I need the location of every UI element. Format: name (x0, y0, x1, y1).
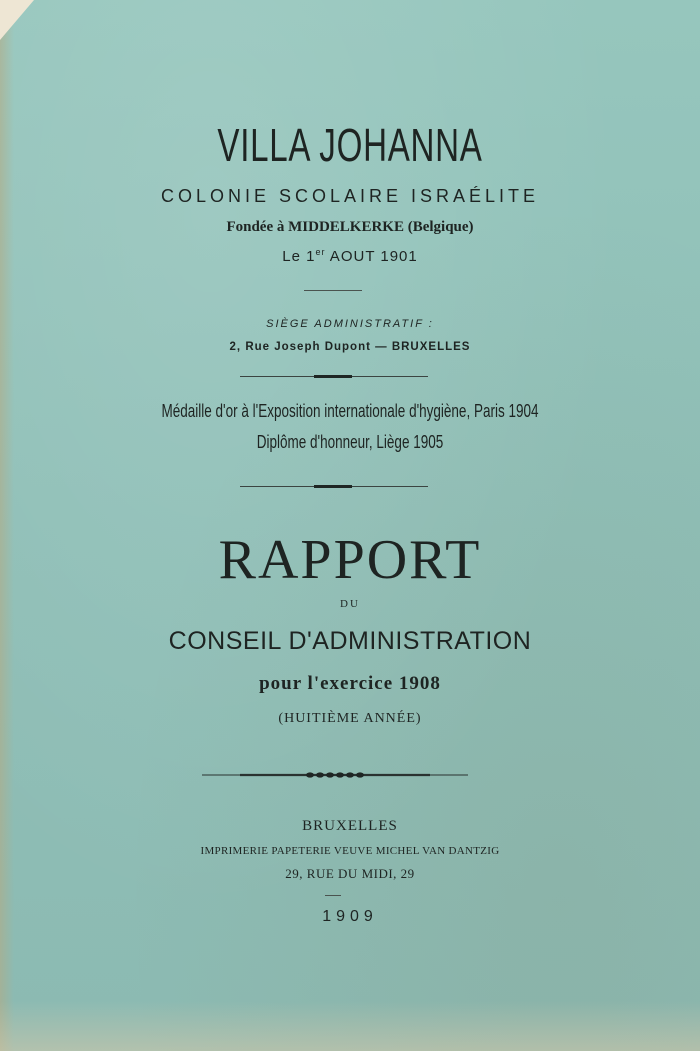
cover-subtitle: COLONIE SCOLAIRE ISRAÉLITE (160, 186, 540, 206)
date-superscript: er (315, 247, 326, 257)
ornamental-divider (200, 768, 470, 782)
seat-label: SIÈGE ADMINISTRATIF : (266, 318, 434, 330)
printer-name: IMPRIMERIE PAPETERIE VEUVE MICHEL VAN DANTZIG (200, 845, 500, 857)
divider-center-mark-2 (314, 485, 352, 488)
seat-address: 2, Rue Joseph Dupont — BRUXELLES (229, 341, 471, 353)
report-du: DU (340, 598, 360, 610)
publication-city: BRUXELLES (302, 818, 398, 834)
divider-short-1 (304, 290, 362, 291)
divider-short-2 (325, 895, 341, 896)
report-title: RAPPORT (218, 529, 482, 591)
printer-address: 29, RUE DU MIDI, 29 (285, 866, 415, 881)
founded-line: Fondée à MIDDELKERKE (Belgique) (226, 219, 474, 235)
paper-edge-left (0, 0, 14, 1051)
report-council: CONSEIL D'ADMINISTRATION (168, 627, 532, 655)
divider-center-mark-1 (314, 375, 352, 378)
date-suffix: AOUT 1901 (325, 248, 418, 265)
report-year-ordinal: (HUITIÈME ANNÉE) (278, 711, 422, 726)
date-prefix: Le 1 (282, 248, 316, 265)
award-gold-medal: Médaille d'or à l'Exposition internationale d'hygiène, Paris 1904 (161, 401, 539, 421)
report-exercise: pour l'exercice 1908 (259, 673, 441, 694)
paper-edge-bottom (0, 1001, 700, 1051)
publication-year: 1909 (322, 908, 378, 925)
torn-corner (0, 0, 34, 40)
cover-title: VILLA JOHANNA (217, 119, 483, 171)
award-diploma: Diplôme d'honneur, Liège 1905 (256, 432, 444, 452)
founding-date (0, 247, 700, 265)
